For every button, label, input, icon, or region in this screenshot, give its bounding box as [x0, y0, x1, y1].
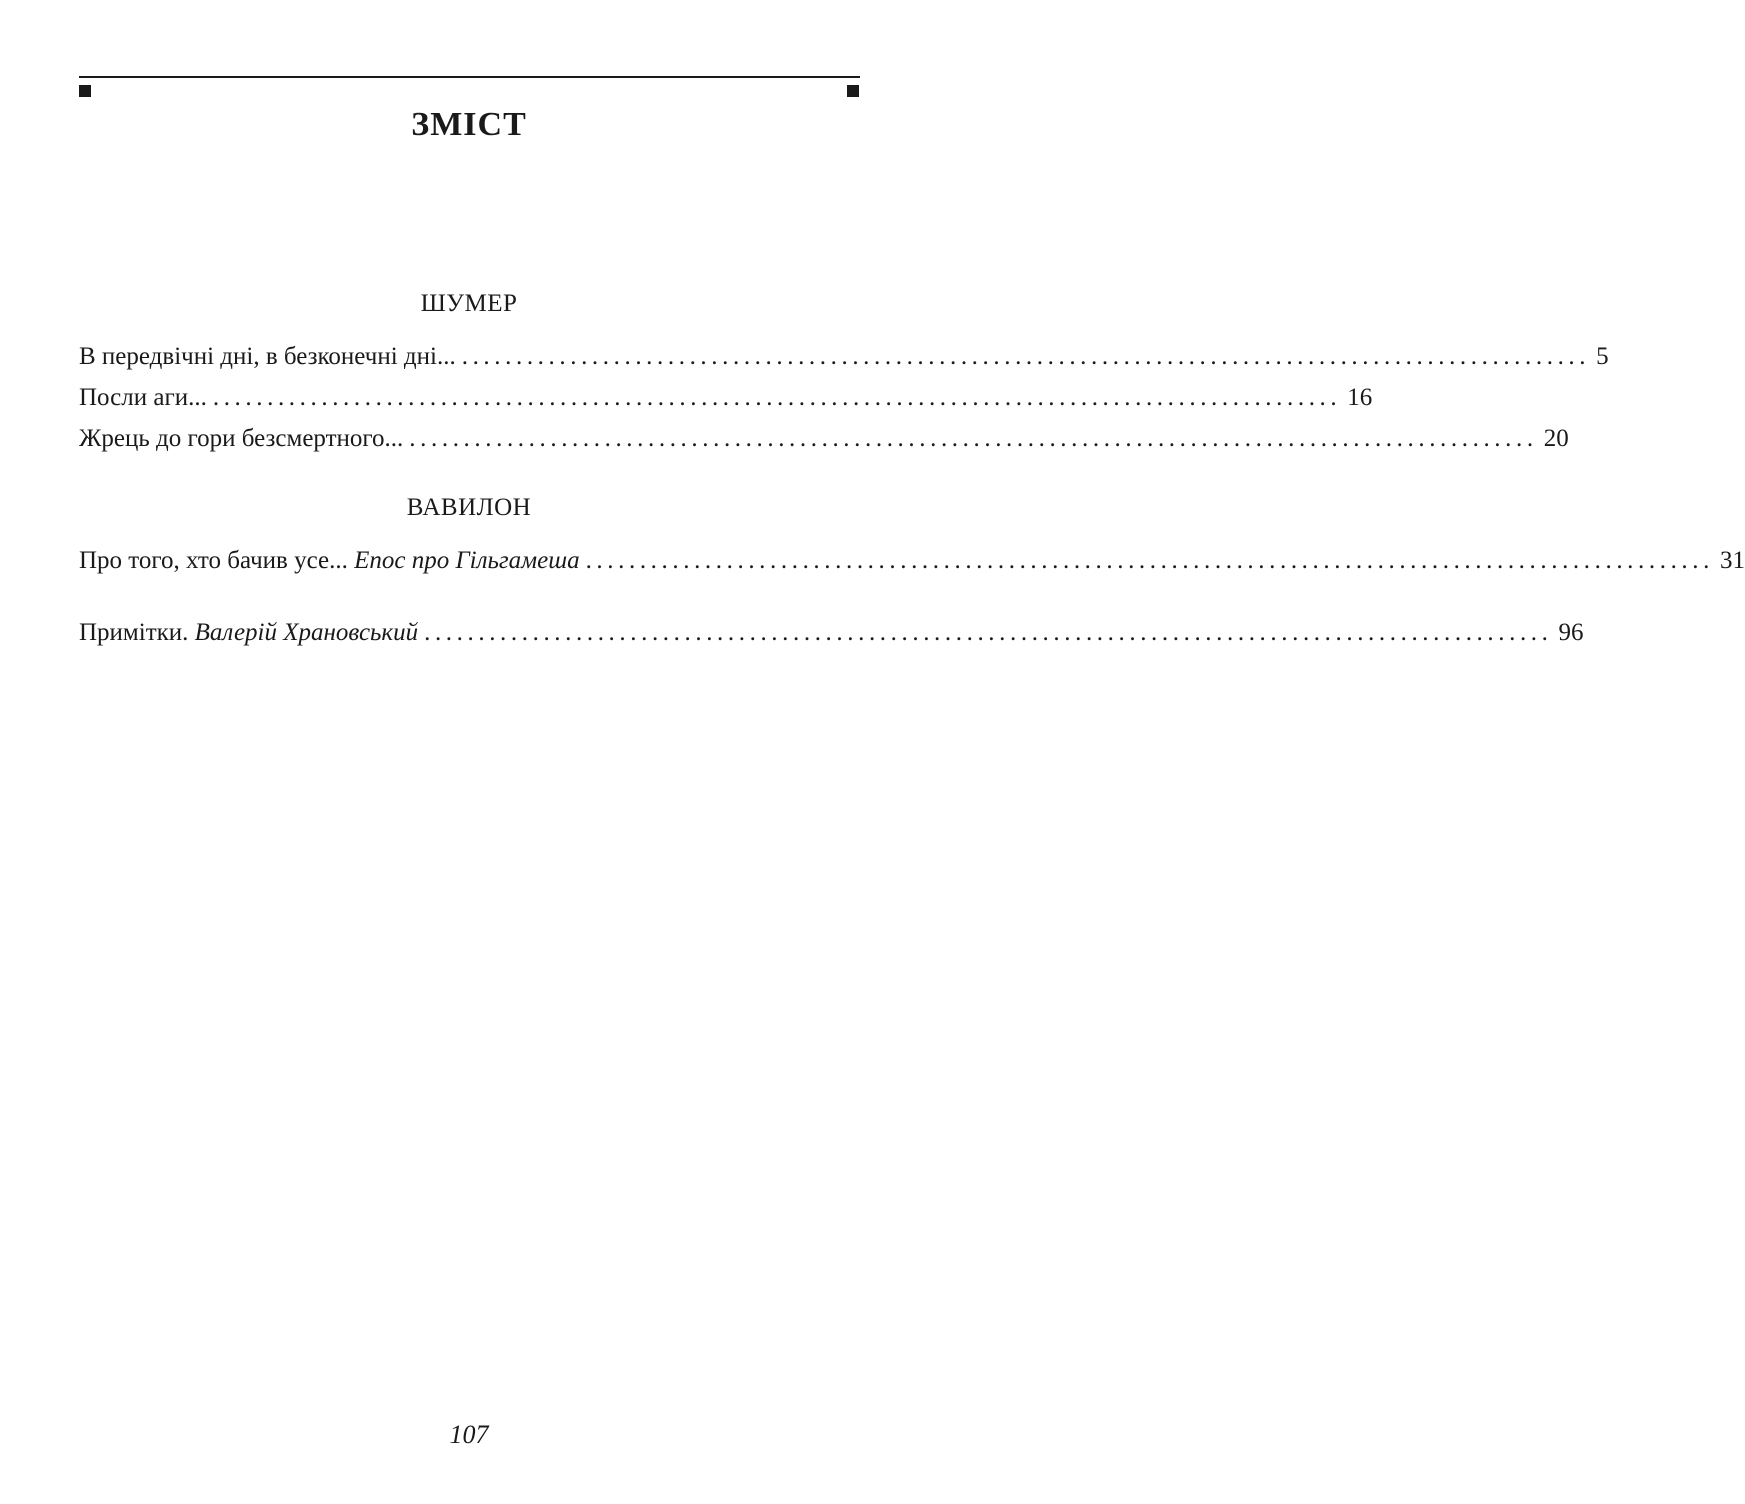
- toc-entry-title: Жрець до гори безсмертного...: [79, 425, 404, 452]
- top-rule: [79, 76, 860, 78]
- dot-leader: ........................................................................................................: [212, 384, 1342, 411]
- dot-leader: ........................................................................................................: [461, 343, 1591, 370]
- toc-entry-title: Посли аги...: [79, 384, 207, 411]
- toc-entry-page: 96: [1558, 619, 1584, 646]
- toc-entry-page: 16: [1347, 384, 1373, 411]
- right-corner-marker: [847, 85, 859, 97]
- toc-entry-page: 5: [1596, 343, 1609, 370]
- toc-entry-title: [79, 616, 418, 650]
- toc-entry-page: 20: [1543, 425, 1569, 452]
- toc-entry-title: [79, 544, 580, 578]
- toc-entry-title-main: Про того, хто бачив усе...: [79, 547, 348, 574]
- toc-entry[interactable]: [79, 340, 1609, 374]
- toc-entry[interactable]: [79, 422, 1569, 456]
- toc-entry-title-italic: Епос про Гільгамеша: [354, 547, 580, 574]
- left-corner-marker: [79, 85, 91, 97]
- toc-entry-notes[interactable]: [79, 616, 1584, 650]
- page-title: ЗМІСТ: [411, 106, 527, 143]
- page-number: 107: [449, 1420, 489, 1449]
- notes-author: Валерій Храновський: [194, 619, 419, 646]
- dot-leader: ........................................................................................................: [585, 547, 1714, 574]
- toc-entry-page: 31: [1719, 547, 1745, 574]
- toc-entry-title: В передвічні дні, в безконечні дні...: [79, 343, 456, 370]
- notes-label: Примітки.: [79, 619, 189, 646]
- dot-leader: ........................................................................................................: [409, 425, 1538, 452]
- toc-entry[interactable]: [79, 544, 1745, 578]
- section-heading-babylon: ВАВИЛОН: [406, 494, 532, 521]
- toc-entry[interactable]: [79, 381, 1373, 415]
- section-heading-sumer: ШУМЕР: [420, 290, 518, 317]
- dot-leader: ........................................................................................................: [424, 619, 1553, 646]
